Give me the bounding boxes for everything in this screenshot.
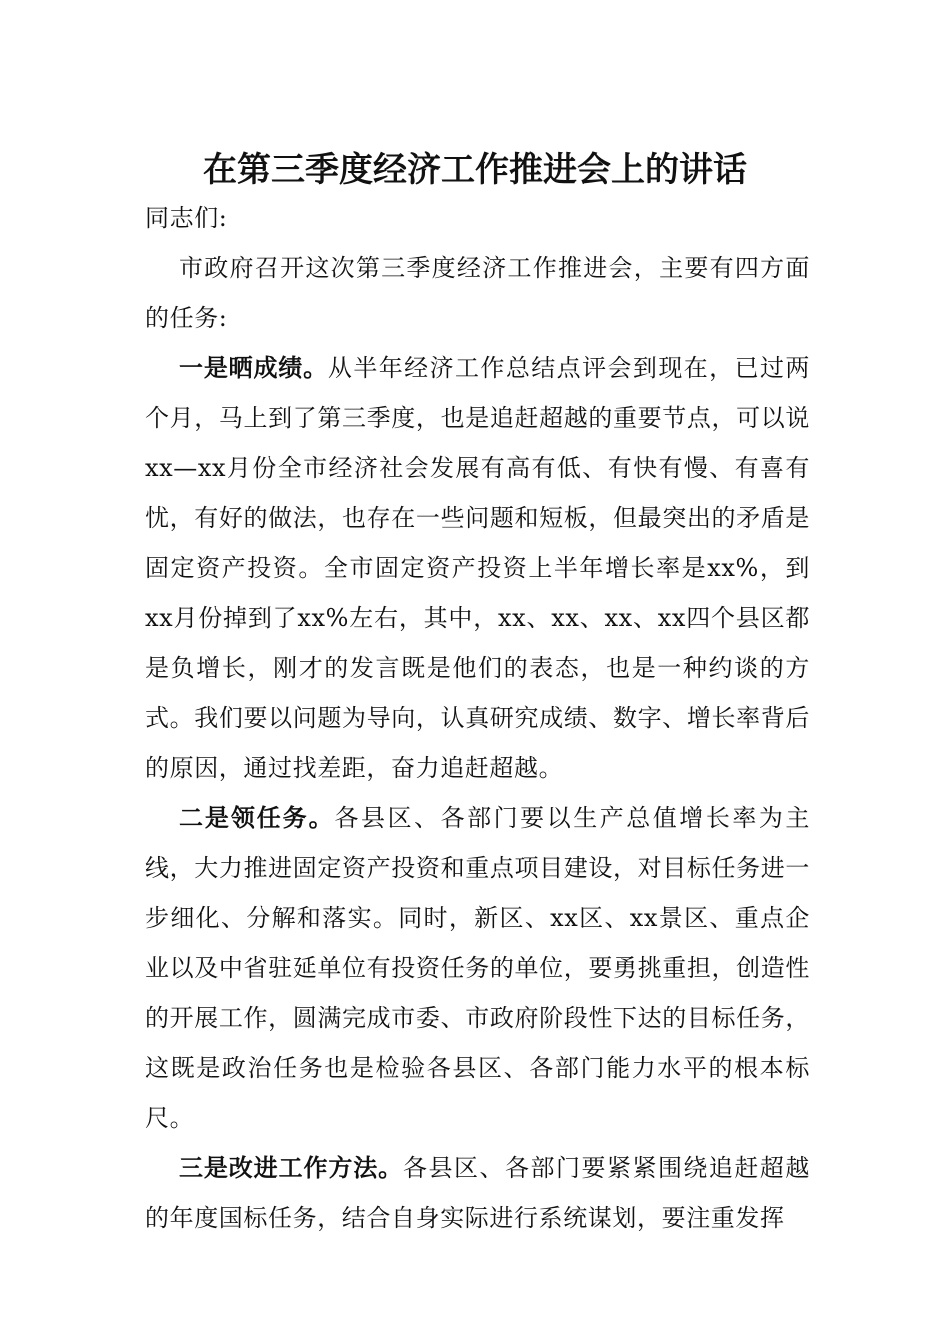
section-lead-3: 三是改进工作方法。: [179, 1154, 404, 1182]
section-text-1: 从半年经济工作总结点评会到现在，已过两个月，马上到了第三季度，也是追赶超越的重要节点，可以说xx—xx月份全市经济社会发展有高有低、有快有慢、有喜有忧，有好的做法，也存在一些问题和短板，但最突出的矛盾是固定资产投资。全市固定资产投资上半年增长率是xx%，到xx月份掉到了xx%左右，其中，xx、xx、xx、xx四个县区都是负增长，刚才的发言既是他们的表态，也是一种约谈的方式。我们要以问题为导向，认真研究成绩、数字、增长率背后的原因，通过找差距，奋力追赶超越。: [145, 354, 810, 782]
section-lead-2: 二是领任务。: [179, 804, 335, 832]
document-body: [145, 193, 810, 1243]
section-text-2: 各县区、各部门要以生产总值增长率为主线，大力推进固定资产投资和重点项目建设，对目标任务进一步细化、分解和落实。同时，新区、xx区、xx景区、重点企业以及中省驻延单位有投资任务的单位，要勇挑重担，创造性的开展工作，圆满完成市委、市政府阶段性下达的目标任务，这既是政治任务也是检验各县区、各部门能力水平的根本标尺。: [145, 804, 810, 1132]
section-paragraph-2: [145, 793, 810, 1143]
section-paragraph-1: [145, 343, 810, 793]
section-paragraph-3: [145, 1143, 810, 1243]
document-title: 在第三季度经济工作推进会上的讲话: [203, 150, 747, 190]
salutation: 同志们:: [145, 204, 228, 232]
intro-paragraph: 市政府召开这次第三季度经济工作推进会，主要有四方面的任务:: [145, 254, 810, 332]
section-lead-1: 一是晒成绩。: [179, 354, 328, 382]
section-text-3: 各县区、各部门要紧紧围绕追赶超越的年度国标任务，结合自身实际进行系统谋划，要注重发挥: [145, 1154, 810, 1232]
